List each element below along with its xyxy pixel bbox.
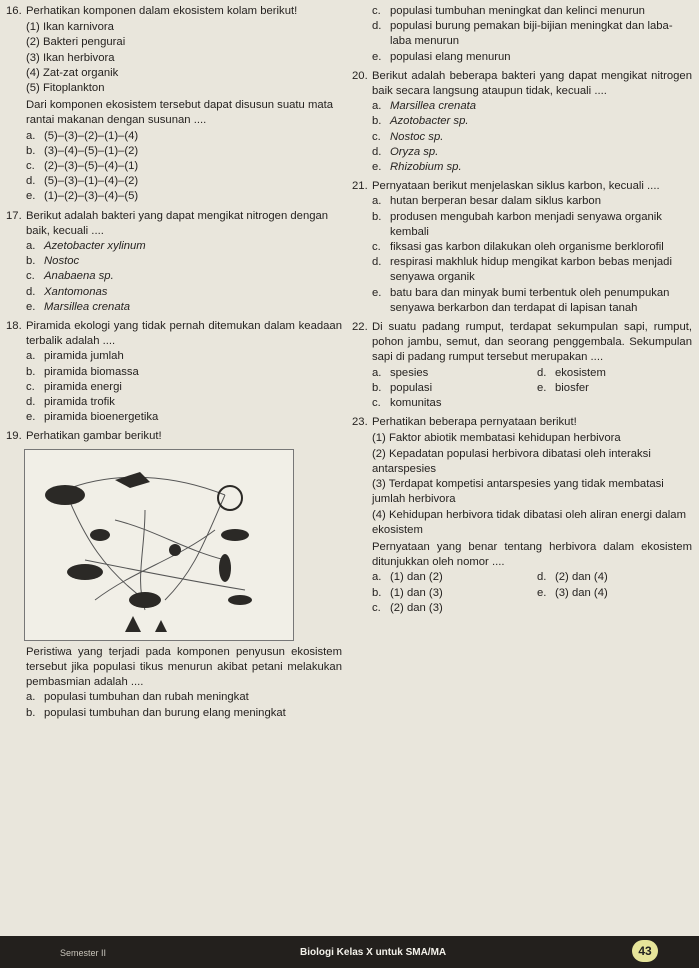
option-b[interactable]: b. Nostoc xyxy=(26,255,80,268)
plant-icon xyxy=(125,616,167,632)
question-20 xyxy=(352,69,692,175)
question-text: Berikut adalah bakteri yang dapat mengikat nitrogen dengan baik, kecuali .... xyxy=(26,209,329,237)
question-17 xyxy=(6,209,342,315)
option-b[interactable]: b. (3)–(4)–(5)–(1)–(2) xyxy=(26,144,139,157)
bird-icon xyxy=(221,529,249,541)
question-text: Berikut adalah beberapa bakteri yang dapat mengikat nitrogen baik secara langsung ataupun tidak, kecuali .... xyxy=(372,69,692,98)
option-e[interactable]: e. Marsillea crenata xyxy=(26,300,131,313)
page-number: 43 xyxy=(632,940,658,962)
option-b[interactable]: b. (1) dan (3) xyxy=(372,586,443,599)
question-number: 16. xyxy=(6,5,22,17)
option-b[interactable]: b. populasi tumbuhan dan burung elang meningkat xyxy=(26,706,286,719)
question-number: 19. xyxy=(6,430,22,443)
list-item: (2) Bakteri pengurai xyxy=(26,36,126,49)
option-e[interactable]: e. Rhizobium sp. xyxy=(372,161,462,174)
question-number: 21. xyxy=(352,180,368,193)
option-a[interactable]: a. hutan berperan besar dalam siklus karbon xyxy=(372,195,602,208)
option-e[interactable]: e. batu bara dan minyak bumi terbentuk oleh penumpukan senyawa berkarbon dan terdapat di lapisan tanah xyxy=(372,286,670,314)
question-22 xyxy=(352,320,692,411)
eagle-icon xyxy=(115,472,150,488)
option-e[interactable]: e. populasi elang menurun xyxy=(372,50,511,63)
question-number: 22. xyxy=(352,321,368,334)
list-item: (2) Kepadatan populasi herbivora dibatasi oleh interaksi antarspesies xyxy=(372,447,651,475)
rabbit-icon xyxy=(67,564,103,580)
option-d[interactable]: d. ekosistem xyxy=(537,366,606,379)
question-19 xyxy=(6,429,342,444)
question-text: Perhatikan komponen dalam ekosistem kolam berikut! xyxy=(26,5,298,17)
mouse-icon xyxy=(129,592,161,608)
option-c[interactable]: c. (2)–(3)–(5)–(4)–(1) xyxy=(26,160,139,173)
insect-icon xyxy=(219,554,231,582)
option-c[interactable]: c. Anabaena sp. xyxy=(26,270,114,283)
question-number: 17. xyxy=(6,209,22,222)
left-column xyxy=(6,4,342,721)
option-c[interactable]: c. piramida energi xyxy=(26,380,122,393)
option-d[interactable]: d. piramida trofik xyxy=(26,396,115,409)
question-number: 20. xyxy=(352,69,368,82)
question-stem: Peristiwa yang terjadi pada komponen penyusun ekosistem tersebut jika populasi tikus menurun akibat petani melakukan pembasmian adalah .... xyxy=(26,645,342,689)
question-18 xyxy=(6,319,342,425)
options-grid xyxy=(372,570,692,616)
chapter-label: Semester II xyxy=(60,948,107,958)
list-item: (3) Ikan herbivora xyxy=(26,51,115,64)
option-a[interactable]: a. Azetobacter xylinum xyxy=(26,240,146,253)
question-text: Perhatikan gambar berikut! xyxy=(26,430,162,443)
option-e[interactable]: e. biosfer xyxy=(537,381,589,394)
question-text: Perhatikan beberapa pernyataan berikut! xyxy=(372,416,577,429)
option-b[interactable]: b. populasi xyxy=(372,381,433,394)
list-item: (5) Fitoplankton xyxy=(26,82,105,95)
option-c[interactable]: c. populasi tumbuhan meningkat dan kelinci menurun xyxy=(372,5,645,17)
option-d[interactable]: d. Xantomonas xyxy=(26,285,108,298)
options-grid xyxy=(372,366,692,412)
question-text: Pernyataan berikut menjelaskan siklus karbon, kecuali .... xyxy=(372,180,660,193)
list-item: (1) Faktor abiotik membatasi kehidupan herbivora xyxy=(372,432,621,445)
food-web-figure xyxy=(24,449,294,641)
option-e[interactable]: e. piramida bioenergetika xyxy=(26,411,159,424)
food-web-illustration xyxy=(25,450,293,640)
right-column xyxy=(352,4,692,618)
question-text: Di suatu padang rumput, terdapat sekumpulan sapi, rumput, pohon jambu, semut, dan seorang penggembala. Sekumpulan sapi di padang rumput tersebut merupakan .... xyxy=(372,321,692,364)
option-e[interactable]: e. (1)–(2)–(3)–(4)–(5) xyxy=(26,190,139,203)
book-title: Biologi Kelas X untuk SMA/MA xyxy=(300,947,447,958)
list-item: (4) Zat-zat organik xyxy=(26,66,119,79)
grasshopper-icon xyxy=(228,595,252,605)
option-e[interactable]: e. (3) dan (4) xyxy=(537,586,608,599)
option-d[interactable]: d. (2) dan (4) xyxy=(537,571,608,584)
option-d[interactable]: d. respirasi makhluk hidup mengikat karbon bebas menjadi senyawa organik xyxy=(372,256,672,284)
spider-icon xyxy=(169,544,181,556)
question-number: 18. xyxy=(6,320,22,333)
list-item: (1) Ikan karnivora xyxy=(26,21,114,34)
question-number: 23. xyxy=(352,416,368,429)
option-c[interactable]: c. Nostoc sp. xyxy=(372,130,444,143)
option-b[interactable]: b. Azotobacter sp. xyxy=(372,115,469,128)
wolf-icon xyxy=(45,485,85,505)
list-item: (4) Kehidupan herbivora tidak dibatasi oleh aliran energi dalam ekosistem xyxy=(372,508,686,536)
question-19-body xyxy=(6,645,342,721)
option-b[interactable]: b. piramida biomassa xyxy=(26,365,139,378)
question-stem: Dari komponen ekosistem tersebut dapat disusun suatu mata rantai makanan dengan susunan .... xyxy=(26,99,334,127)
option-d[interactable]: d. Oryza sp. xyxy=(372,145,439,158)
question-16 xyxy=(6,4,342,205)
question-text: Piramida ekologi yang tidak pernah ditemukan dalam keadaan terbalik adalah .... xyxy=(26,320,342,348)
option-d[interactable]: d. (5)–(3)–(1)–(4)–(2) xyxy=(26,175,139,188)
option-c[interactable]: c. komunitas xyxy=(372,397,442,410)
option-a[interactable]: a. (5)–(3)–(2)–(1)–(4) xyxy=(26,129,139,142)
sun-icon xyxy=(218,486,242,510)
option-a[interactable]: a. spesies xyxy=(372,366,429,379)
question-23 xyxy=(352,415,692,616)
option-d[interactable]: d. populasi burung pemakan biji-bijian meningkat dan laba-laba menurun xyxy=(372,20,673,48)
option-a[interactable]: a. populasi tumbuhan dan rubah meningkat xyxy=(26,691,249,704)
question-19-continued xyxy=(352,4,692,65)
question-21 xyxy=(352,179,692,316)
option-c[interactable]: c. (2) dan (3) xyxy=(372,601,443,614)
page-footer xyxy=(0,936,699,968)
list-item: (3) Terdapat kompetisi antarspesies yang tidak membatasi jumlah herbivora xyxy=(372,478,664,506)
option-c[interactable]: c. fiksasi gas karbon dilakukan oleh organisme berklorofil xyxy=(372,241,664,254)
option-a[interactable]: a. piramida jumlah xyxy=(26,350,124,363)
component-list xyxy=(26,20,342,96)
question-stem: Pernyataan yang benar tentang herbivora dalam ekosistem ditunjukkan oleh nomor .... xyxy=(372,540,692,569)
frog-icon xyxy=(90,529,110,541)
statement-list xyxy=(372,431,692,537)
option-a[interactable]: a. Marsillea crenata xyxy=(372,100,477,113)
option-a[interactable]: a. (1) dan (2) xyxy=(372,571,443,584)
option-b[interactable]: b. produsen mengubah karbon menjadi senyawa organik kembali xyxy=(372,210,662,238)
